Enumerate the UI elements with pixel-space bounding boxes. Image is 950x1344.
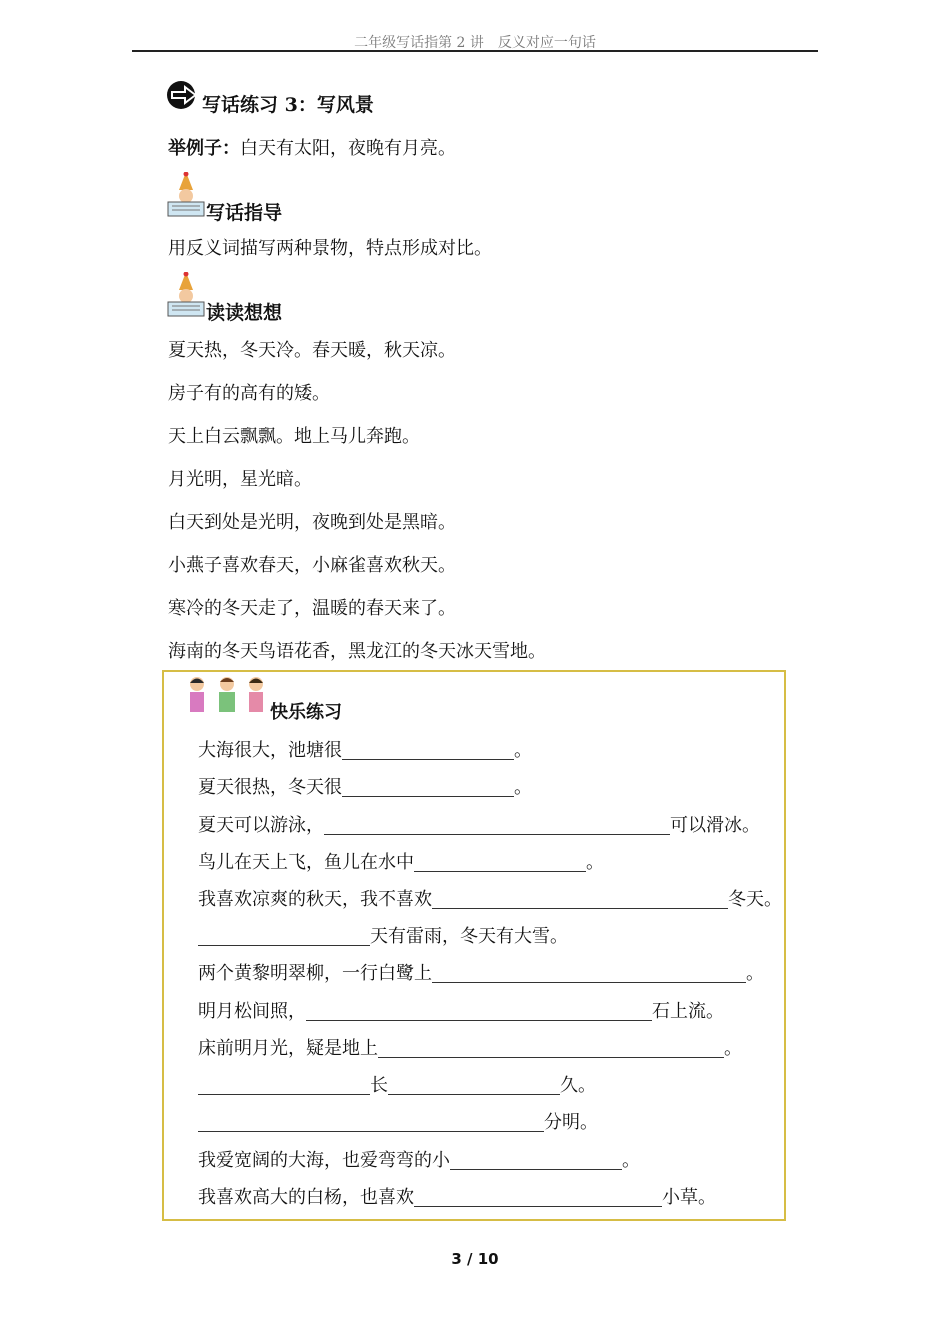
answer-blank[interactable] bbox=[414, 1188, 662, 1207]
practice-item: 鸟儿在天上飞，鱼儿在水中 。 bbox=[198, 852, 604, 873]
practice-item: 夏天很热，冬天很 。 bbox=[198, 777, 532, 798]
answer-blank[interactable] bbox=[450, 1151, 622, 1170]
practice-item: 床前明月光，疑是地上 。 bbox=[198, 1038, 742, 1059]
answer-blank[interactable] bbox=[306, 1002, 652, 1021]
answer-blank[interactable] bbox=[414, 853, 586, 872]
answer-blank[interactable] bbox=[388, 1076, 560, 1095]
reading-line: 小燕子喜欢春天，小麻雀喜欢秋天。 bbox=[168, 555, 456, 576]
practice-item: 大海很大，池塘很 。 bbox=[198, 740, 532, 761]
reading-line: 白天到处是光明，夜晚到处是黑暗。 bbox=[168, 512, 456, 533]
example-label: 举例子： bbox=[168, 138, 240, 159]
header-rule bbox=[132, 50, 818, 52]
teacher-icon bbox=[166, 272, 206, 320]
practice-item: 我喜欢高大的白杨，也喜欢 小草。 bbox=[198, 1187, 716, 1208]
example-line bbox=[168, 134, 456, 160]
reading-line: 天上白云飘飘。地上马儿奔跑。 bbox=[168, 426, 420, 447]
reading-line: 夏天热，冬天冷。春天暖，秋天凉。 bbox=[168, 340, 456, 361]
section-title: 写话练习 3：写风景 bbox=[202, 94, 374, 116]
answer-blank[interactable] bbox=[432, 964, 746, 983]
answer-blank[interactable] bbox=[198, 927, 370, 946]
guide-title: 写话指导 bbox=[206, 202, 283, 224]
answer-blank[interactable] bbox=[432, 890, 728, 909]
practice-item: 长 久。 bbox=[198, 1071, 596, 1097]
practice-item: 我爱宽阔的大海，也爱弯弯的小 。 bbox=[198, 1150, 640, 1171]
guide-text: 用反义词描写两种景物，特点形成对比。 bbox=[168, 238, 492, 259]
answer-blank[interactable] bbox=[378, 1039, 724, 1058]
page-number: 3 / 10 bbox=[451, 1250, 499, 1268]
reading-line: 房子有的高有的矮。 bbox=[168, 383, 330, 404]
practice-item: 两个黄黎明翠柳，一行白鹭上 。 bbox=[198, 963, 764, 984]
practice-item: 夏天可以游泳， 可以滑冰。 bbox=[198, 815, 760, 836]
practice-item: 天有雷雨，冬天有大雪。 bbox=[198, 922, 568, 948]
teacher-icon bbox=[166, 172, 206, 220]
answer-blank[interactable] bbox=[198, 1076, 370, 1095]
answer-blank[interactable] bbox=[342, 778, 514, 797]
page-header: 二年级写话指第 2 讲 反义对应一句话 bbox=[354, 35, 596, 51]
practice-item: 我喜欢凉爽的秋天，我不喜欢 冬天。 bbox=[198, 889, 782, 910]
reading-line: 寒冷的冬天走了，温暖的春天来了。 bbox=[168, 598, 456, 619]
reading-line: 月光明，星光暗。 bbox=[168, 469, 312, 490]
answer-blank[interactable] bbox=[342, 741, 514, 760]
practice-item: 分明。 bbox=[198, 1108, 598, 1134]
children-icon bbox=[183, 674, 271, 720]
example-text: 白天有太阳，夜晚有月亮。 bbox=[240, 138, 456, 159]
reading-title: 读读想想 bbox=[206, 302, 283, 324]
answer-blank[interactable] bbox=[198, 1113, 544, 1132]
practice-title: 快乐练习 bbox=[270, 702, 342, 723]
reading-line: 海南的冬天鸟语花香，黑龙江的冬天冰天雪地。 bbox=[168, 641, 546, 662]
answer-blank[interactable] bbox=[324, 816, 670, 835]
arrow-right-icon bbox=[166, 80, 200, 110]
practice-item: 明月松间照， 石上流。 bbox=[198, 1001, 724, 1022]
